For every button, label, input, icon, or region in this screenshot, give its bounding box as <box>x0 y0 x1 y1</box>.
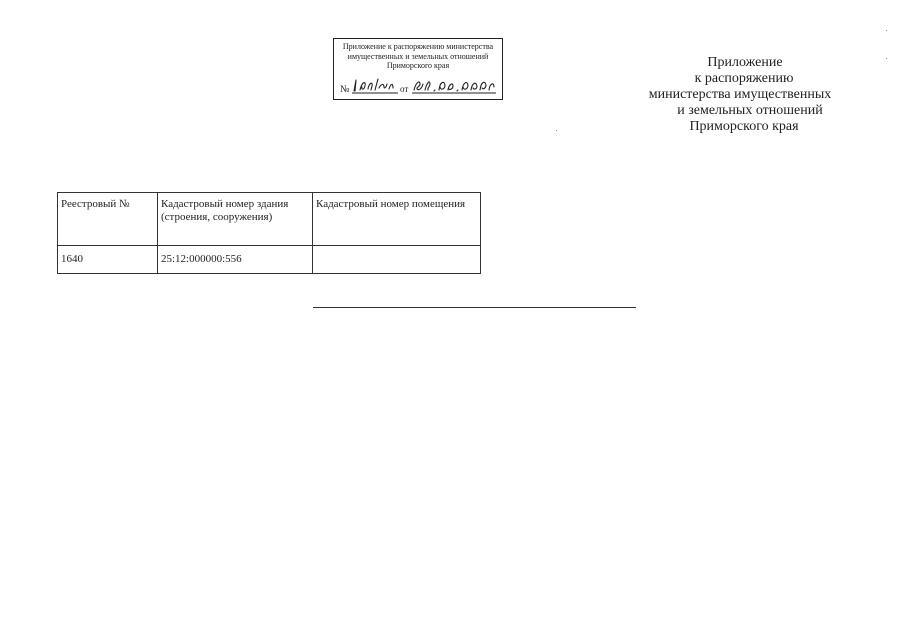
stamp-line-3: Приморского края <box>386 61 450 70</box>
stamp-number-date <box>340 74 496 96</box>
appendix-line-5: Приморского края <box>689 119 799 134</box>
header-registry-number: Реестровый № <box>58 193 158 246</box>
registration-stamp <box>333 38 503 100</box>
cell-premises-cadastral-number <box>313 246 481 274</box>
appendix-line-4: и земельных отношений <box>677 103 823 118</box>
closing-rule <box>313 307 636 308</box>
stamp-line-2: имущественных и земельных отношений <box>347 51 489 61</box>
header-building-cadastral-number: Кадастровый номер здания (строения, сооружения) <box>158 193 313 246</box>
table-row <box>58 246 481 274</box>
cell-registry-number: 1640 <box>58 246 158 274</box>
registry-table <box>57 192 481 274</box>
table-header-row <box>58 193 481 246</box>
appendix-line-3: министерства имущественных <box>648 87 832 102</box>
scan-speck <box>886 58 887 59</box>
stamp-date-prefix: от <box>400 83 409 94</box>
scan-speck <box>556 130 557 131</box>
header-premises-cadastral-number: Кадастровый номер помещения <box>313 193 481 246</box>
appendix-line-2: к распоряжению <box>694 71 794 86</box>
appendix-line-1: Приложение <box>707 55 783 70</box>
appendix-header <box>615 55 865 135</box>
cell-building-cadastral-number: 25:12:000000:556 <box>158 246 313 274</box>
stamp-number-prefix: № <box>340 83 350 95</box>
handwritten-number-and-date <box>340 74 496 96</box>
stamp-line-1: Приложение к распоряжению министерства <box>342 42 494 51</box>
scan-speck <box>886 30 887 31</box>
